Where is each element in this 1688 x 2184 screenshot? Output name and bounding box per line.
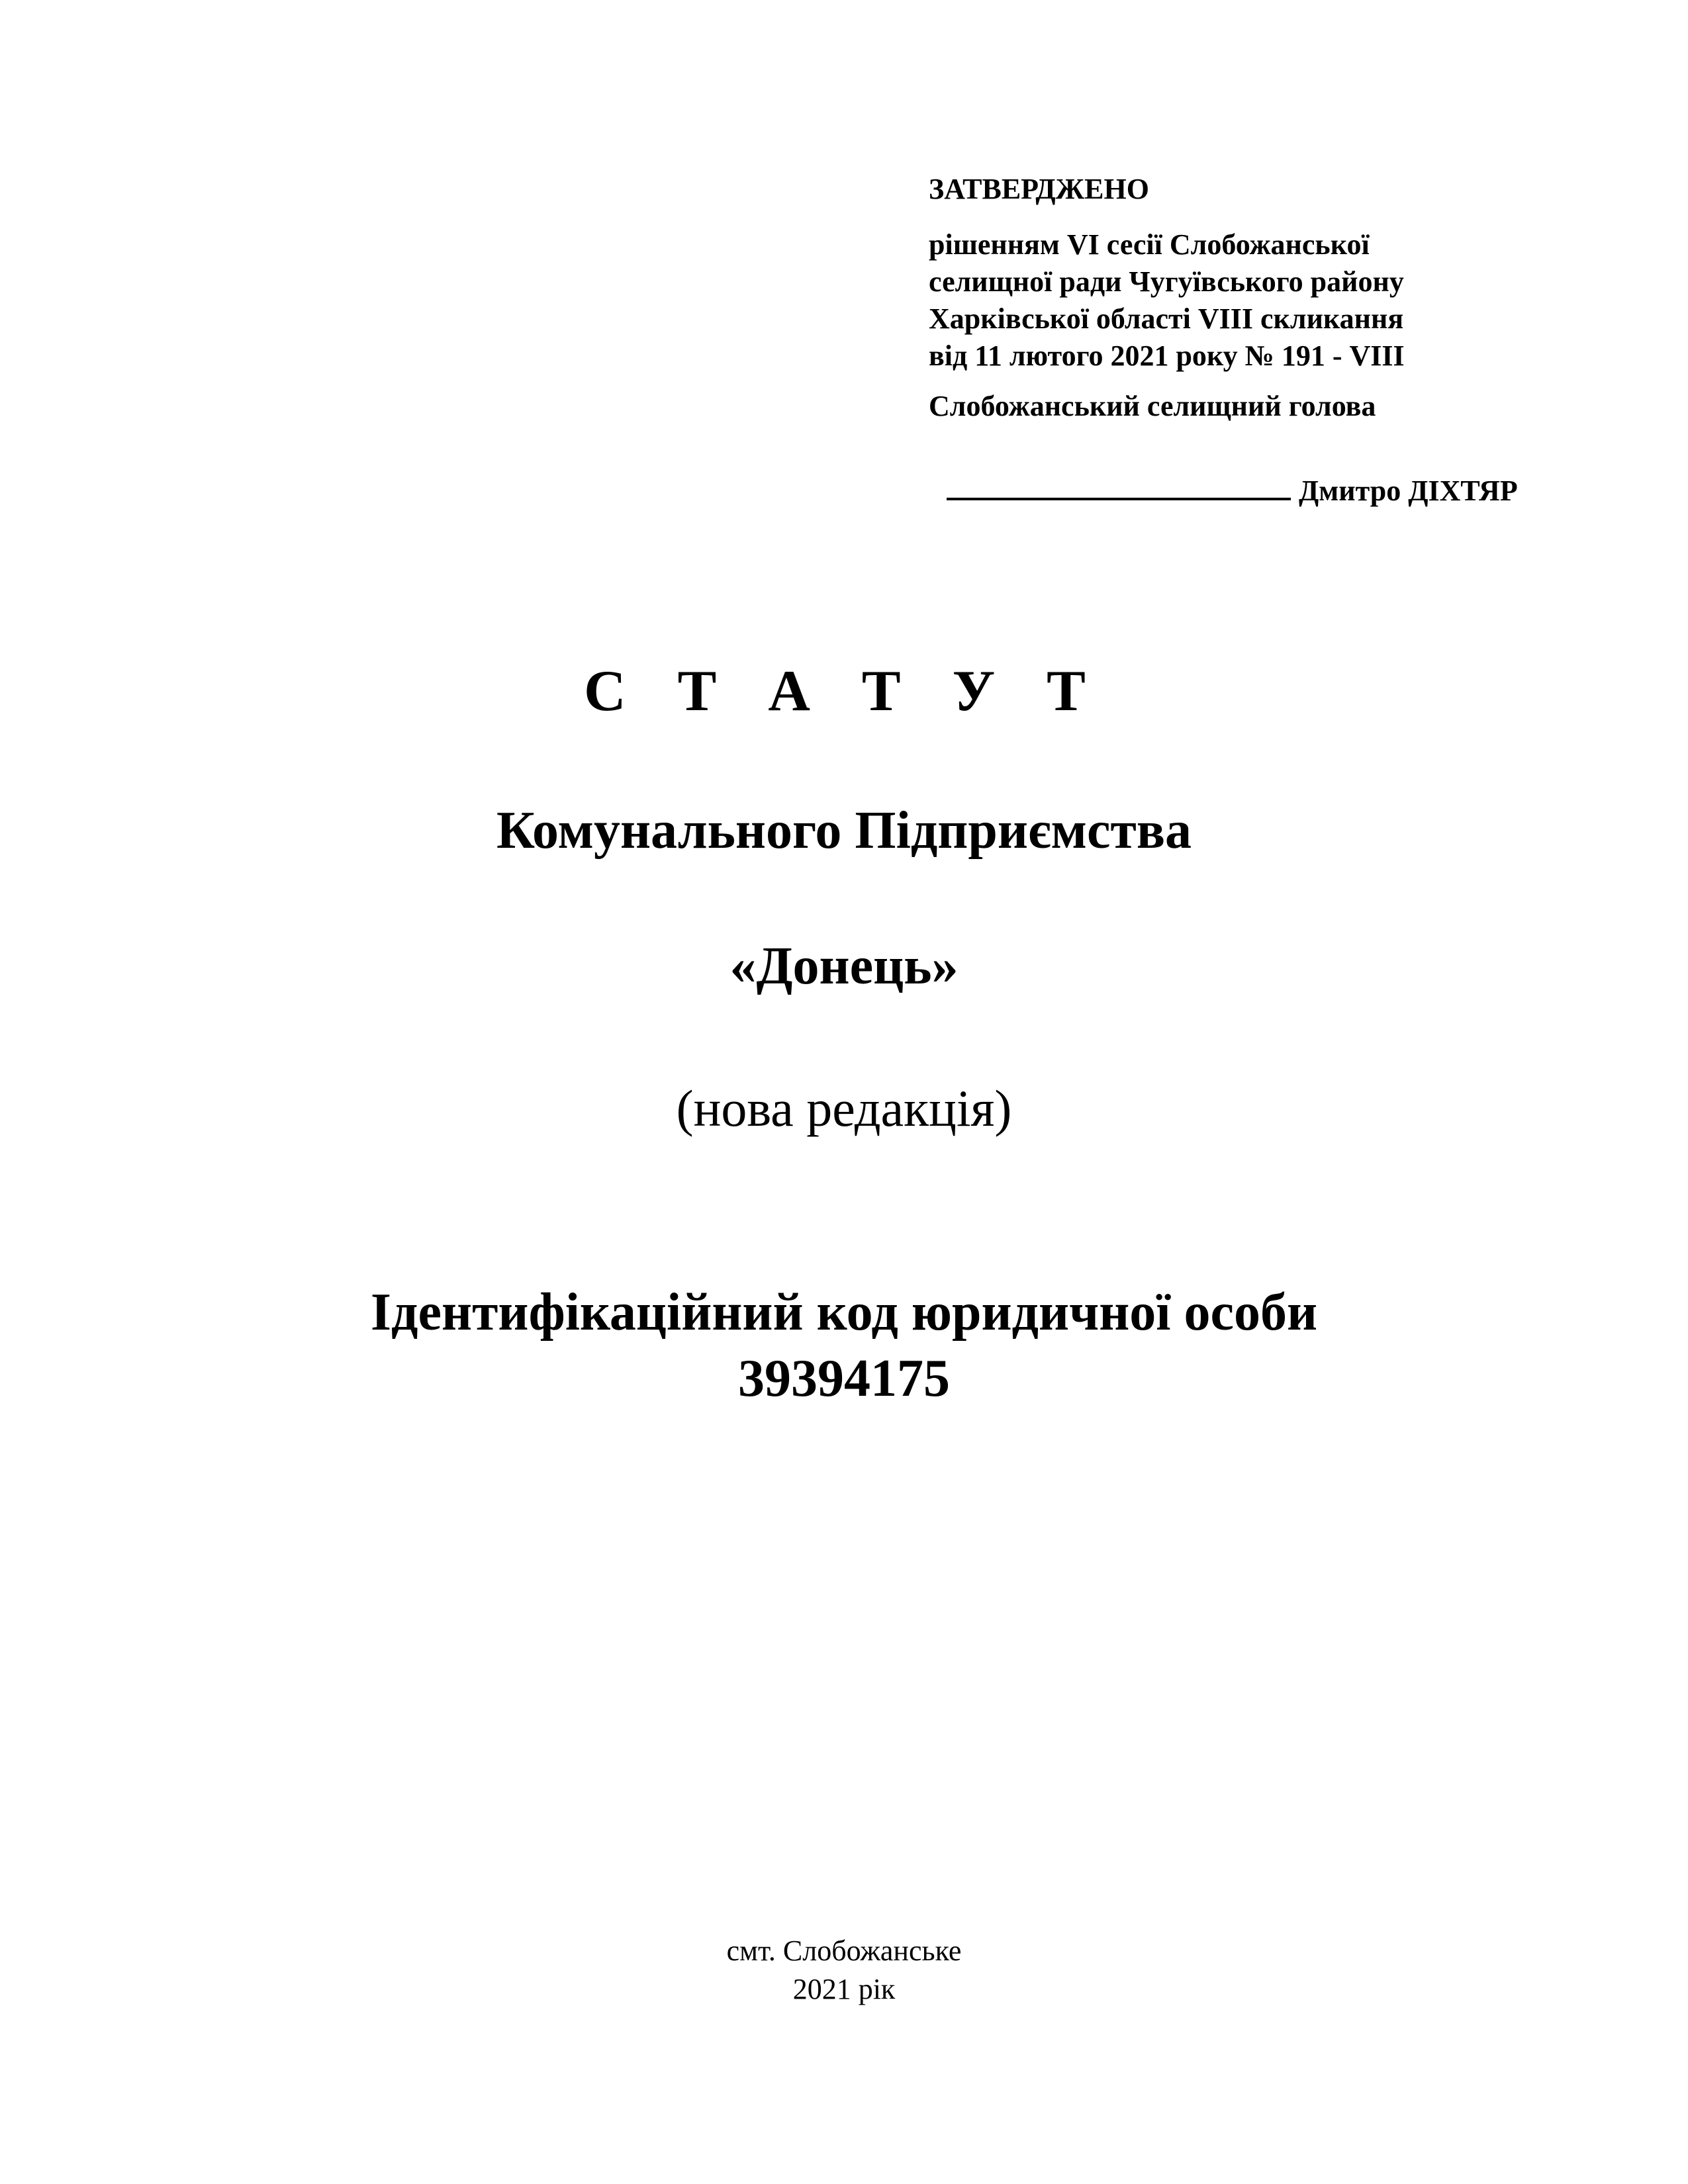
code-label: Ідентифікаційний код юридичної особи — [370, 1283, 1318, 1342]
signatory-name: Дмитро ДІХТЯР — [1299, 475, 1518, 507]
decision-line: селищної ради Чугуївського району — [929, 265, 1404, 298]
signature-row — [947, 471, 1518, 510]
decision-line: рішенням VI сесії Слобожанської — [929, 228, 1370, 261]
decision-line: Харківської області VIII скликання — [929, 302, 1404, 335]
head-title: Слобожанський селищний голова — [929, 390, 1376, 422]
code-number: 39394175 — [738, 1349, 950, 1408]
approval-block — [929, 171, 1564, 425]
company-name: «Донець» — [729, 937, 959, 995]
document-title: С Т А Т У Т — [584, 659, 1104, 723]
approval-decision — [929, 226, 1564, 375]
footer-year: 2021 рік — [792, 1973, 896, 2005]
approval-title: ЗАТВЕРДЖЕНО — [929, 173, 1149, 205]
edition-note: (нова редакція) — [676, 1079, 1012, 1137]
company-type: Комунального Підприємства — [496, 801, 1192, 860]
signature-line — [947, 471, 1291, 500]
decision-line: від 11 лютого 2021 року № 191 - VIII — [929, 340, 1405, 372]
footer-place: смт. Слобожанське — [726, 1934, 962, 1967]
